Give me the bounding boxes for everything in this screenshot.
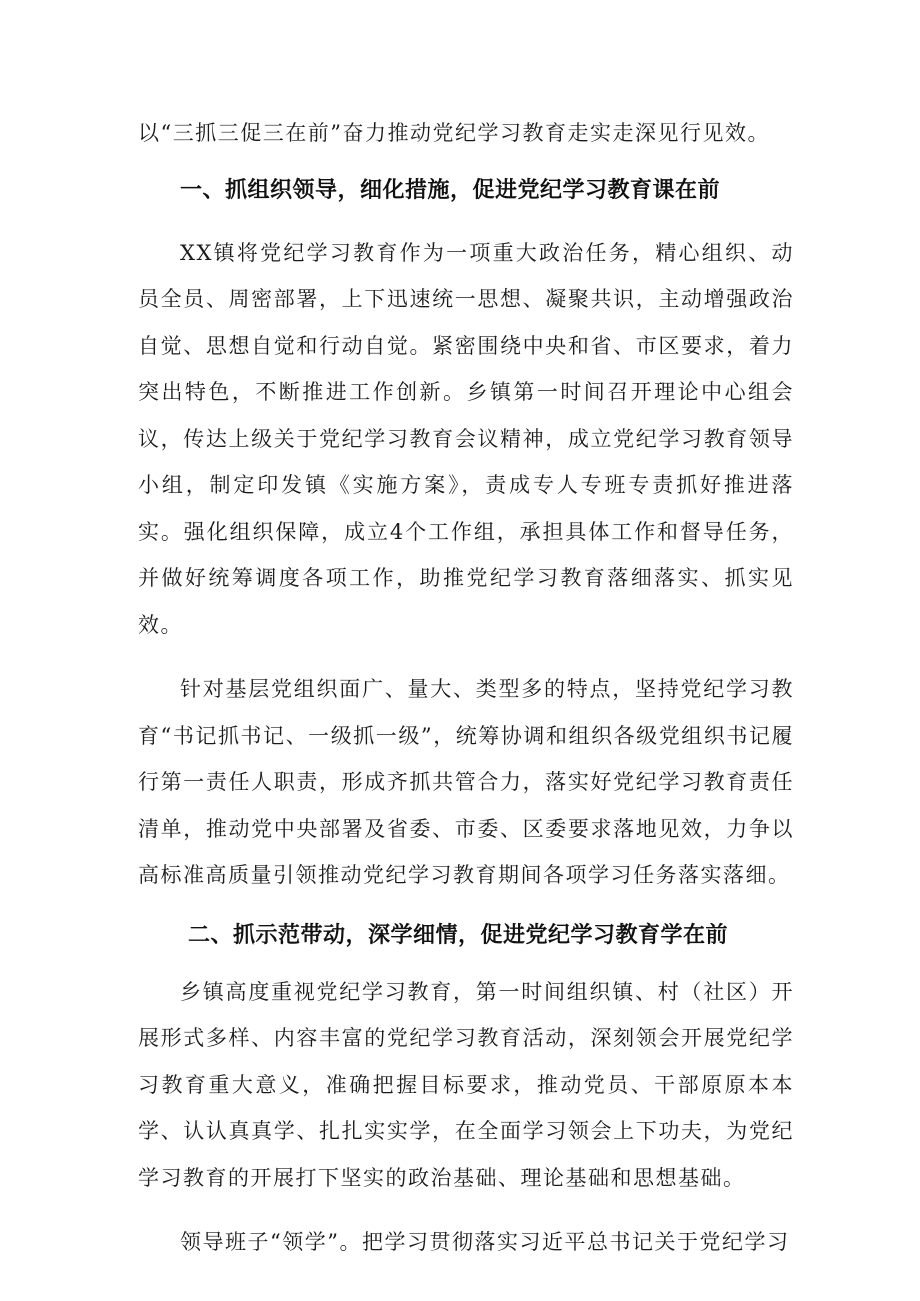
section-1-paragraph-1: XX镇将党纪学习教育作为一项重大政治任务，精心组织、动员全员、周密部署，上下迅速统一思想、凝聚共识，主动增强政治自觉、思想自觉和行动自觉。紧密围绕中央和省、市区要求，着力突出特色，不断推进工作创新。乡镇第一时间召开理论中心组会议，传达上级关于党纪学习教育会议精神，成立党纪学习教育领导小组，制定印发镇《实施方案》，责成专人专班专责抓好推进落实。强化组织保障，成立4个工作组，承担具体工作和督导任务，并做好统筹调度各项工作，助推党纪学习教育落细落实、抓实见效。 — [138, 240, 794, 637]
document-body — [138, 110, 794, 1266]
paragraph-gap — [138, 648, 794, 666]
section-2-paragraph-2: 领导班子“领学”。把学习贯彻落实习近平总书记关于党纪学习 — [180, 1230, 790, 1254]
section-1-heading: 一、抓组织领导，细化措施，促进党纪学习教育课在前 — [180, 177, 721, 203]
intro-paragraph: 以“三抓三促三在前”奋力推动党纪学习教育走实走深见行见效。 — [138, 121, 770, 145]
section-1-paragraph-2: 针对基层党组织面广、量大、类型多的特点，坚持党纪学习教育“书记抓书记、一级抓一级”，统筹协调和组织各级党组织书记履行第一责任人职责，形成齐抓共管合力，落实好党纪学习教育责任清单，推动党中央部署及省委、市委、区委要求落地见效，力争以高标准高质量引领推动党纪学习教育期间各项学习任务落实落细。 — [138, 677, 794, 887]
paragraph-gap — [138, 1201, 794, 1219]
section-2-heading: 二、抓示范带动，深学细情，促进党纪学习教育学在前 — [188, 922, 729, 948]
section-2-paragraph-1: 乡镇高度重视党纪学习教育，第一时间组织镇、村（社区）开展形式多样、内容丰富的党纪学习教育活动，深刻领会开展党纪学习教育重大意义，准确把握目标要求，推动党员、干部原原本本学、认认真真学、扎扎实实学，在全面学习领会上下功夫，为党纪学习教育的开展打下坚实的政治基础、理论基础和思想基础。 — [138, 979, 794, 1190]
